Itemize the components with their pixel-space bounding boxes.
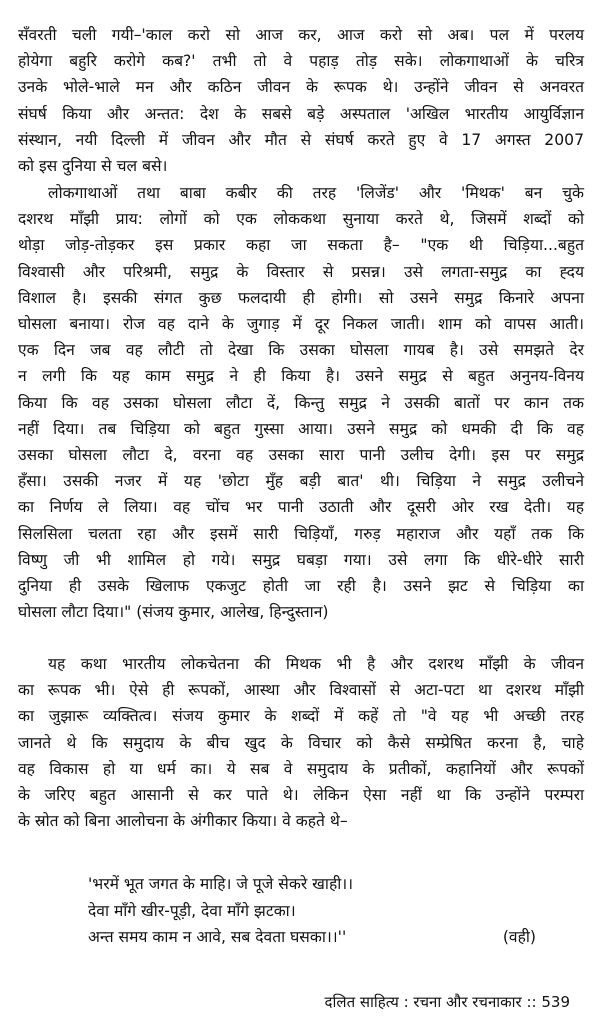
text-line: का जुझारू व्यक्तित्व। संजय कुमार के शब्दों में कहें तो "वे यह भी अच्छी तरह [18,707,584,726]
verse-line: 'भरमें भूत जगत के माहि। जे पूजे सेकरे खाही।। [88,875,354,893]
text-line: संघर्ष किया और अन्तत: देश के सबसे बड़े अस्पताल 'अखिल भारतीय आयुर्विज्ञान [18,104,584,123]
text-line: उनके भोले-भाले मन और कठिन जीवन के रूपक थे। उन्होंने जीवन से अनवरत [18,78,584,97]
verse-line: देवा माँगे खीर-पूड़ी, देवा माँगे झटका। [88,901,296,920]
page-number: 539 [541,993,570,1011]
verse-line: अन्त समय काम न आवे, सब देवता घसका।।'' [88,928,347,946]
text-line: हँसा। उसकी नजर में यह 'छोटा मुँह बड़ी बात' थी। चिड़िया ने समुद्र उलीचने [18,472,584,491]
text-line: घोसला लौटा दिया।" (संजय कुमार, आलेख, हिन्दुस्तान) [18,603,329,622]
text-line: एक दिन जब वह लौटी तो देखा कि उसका घोसला गायब है। उसे समझते देर [18,341,584,360]
text-line: जानते थे कि समुदाय के बीच खुद के विचार को कैसे सम्प्रेषित करना है, चाहे [18,733,584,752]
running-title: दलित साहित्य : रचना और रचनाकार :: [324,993,537,1011]
verse-citation: (वही) [502,928,536,946]
paragraph-3 [18,651,584,834]
text-line: विष्णु जी भी शामिल हो गये। समुद्र घबड़ा गया। उसे लगा कि धीरे-धीरे सारी [18,550,584,569]
text-line: दशरथ माँझी प्राय: लोगों को एक लोककथा सुनाया करते थे, जिसमें शब्दों को [18,210,584,229]
text-line: नहीं दिया। तब चिड़िया को बहुत गुस्सा आया। उसने समुद्र को धमकी दी कि वह [18,419,584,438]
verse-quote [88,871,548,951]
text-line: न लगी कि यह काम समुद्र ने ही किया है। उसने समुद्र से बहुत अनुनय-विनय [18,367,584,386]
text-line: का निर्णय ले लिया। वह चोंच भर पानी उठाती और दूसरी ओर रख देती। यह [18,498,584,517]
text-line: थोड़ा जोड़-तोड़कर इस प्रकार कहा जा सकता है– "एक थी चिड़िया...बहुत [18,236,584,255]
text-line: उसका घोसला लौटा दे, वरना वह उसका सारा पानी उलीच देगी। इस पर समुद्र [18,446,584,465]
text-line: घोसला बनाया। रोज वह दाने के जुगाड़ में दूर निकल जाती। शाम को वापस आती। [18,315,584,334]
text-line: वह विकास हो या धर्म का। ये सब वे समुदाय के प्रतीकों, कहानियों और रूपकों [18,759,584,778]
text-line: संस्थान, नयी दिल्ली में जीवन और मौत से संघर्ष करते हुए वे 17 अगस्त 2007 [18,130,584,149]
paragraph-2 [18,180,584,625]
text-line: होयेगा बहुरि करोगे कब?' तभी तो वे पहाड़ तोड़ सके। लोकगाथाओं के चरित्र [18,52,584,71]
text-line: को इस दुनिया से चल बसे। [18,157,168,176]
text-line: के स्रोत को बिना आलोचना के अंगीकार किया। वे कहते थे– [18,812,348,831]
text-line: विश्वासी और परिश्रमी, समुद्र के विस्तार से प्रसन्न। उसे लगता-समुद्र का ह्दय [18,262,584,281]
text-line: सिलसिला चलता रहा और इसमें सारी चिड़ियाँ, गरुड़ महाराज और यहाँ तक कि [18,524,584,543]
page-footer [325,992,570,1012]
text-line: लोकगाथाओं तथा बाबा कबीर की तरह 'लिजेंड' और 'मिथक' बन चुके [48,184,584,202]
text-line: किया कि वह उसका घोसला लौटा दें, किन्तु समुद्र ने उसकी बातों पर कान तक [18,393,584,412]
text-line: सँवरती चली गयी–'काल करो सो आज कर, आज करो सो अब। पल में परलय [18,26,584,44]
text-line: यह कथा भारतीय लोकचेतना की मिथक भी है और दशरथ माँझी के जीवन [48,655,584,673]
text-line: दुनिया ही उसके खिलाफ एकजुट होती जा रही है। उसने झट से चिड़िया का [18,577,584,596]
paragraph-1 [18,22,584,179]
text-line: का रूपक भी। ऐसे ही रूपकों, आस्था और विश्वासों से अटा-पटा था दशरथ माँझी [18,681,584,700]
text-line: विशाल है। इसकी संगत कुछ फलदायी ही होगी। सो उसने समुद्र किनारे अपना [18,288,584,307]
text-line: के जरिए बहुत आसानी से कर पाते थे। लेकिन ऐसा नहीं था कि उन्होंने परम्परा [18,786,584,805]
